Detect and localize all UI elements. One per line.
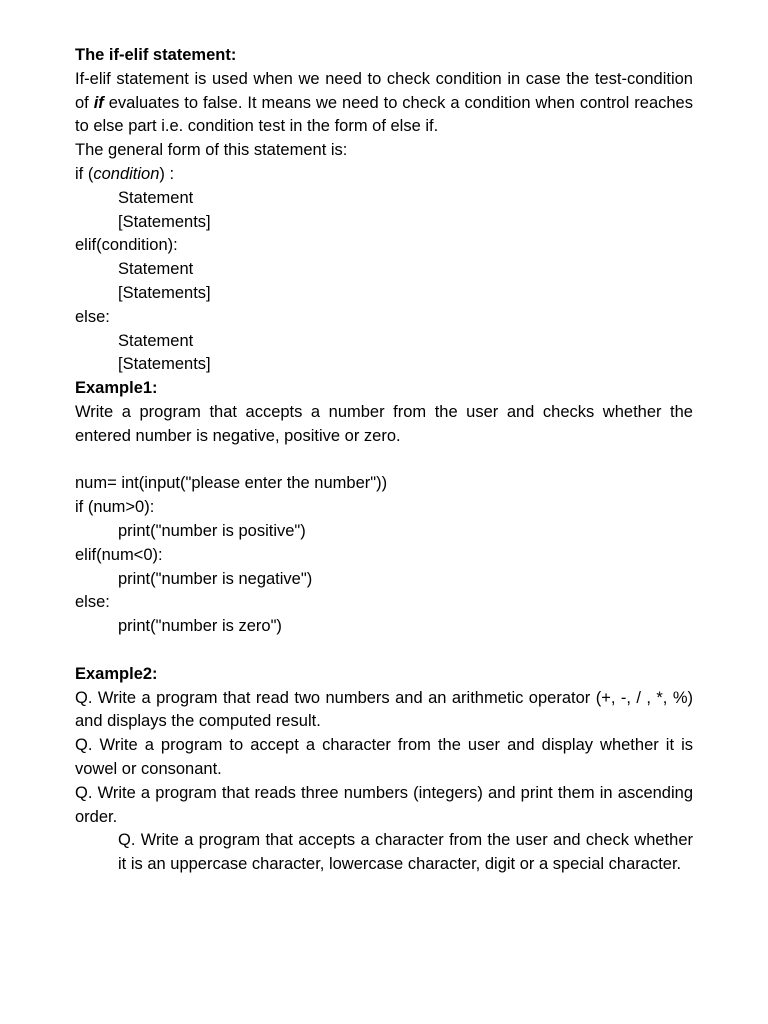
syntax-else-line: else: — [75, 307, 110, 326]
syntax-if-prefix: if ( — [75, 164, 94, 183]
example2-question: Q. Write a program that read two numbers and an arithmetic operator (+, -, / , *, %) and displays the computed result. — [75, 688, 693, 731]
spacer — [75, 639, 693, 663]
syntax-if-condition: condition — [93, 164, 160, 183]
syntax-elif-line: elif(condition): — [75, 236, 178, 255]
code-line: num= int(input("please enter the number")) — [75, 474, 388, 493]
general-form-text: The general form of this statement is: — [75, 141, 348, 160]
syntax-if-suffix: ) : — [159, 164, 175, 183]
syntax-statements: [Statements] — [118, 283, 211, 302]
intro-text-part1: If-elif statement is used when we need to check condition in case the test-condition of — [75, 69, 693, 112]
code-line: print("number is negative") — [118, 569, 313, 588]
syntax-statements: [Statements] — [118, 355, 211, 374]
syntax-if-line — [75, 163, 693, 187]
syntax-statements: [Statements] — [118, 212, 211, 231]
example1-title: Example1: — [75, 379, 158, 398]
spacer — [75, 449, 693, 473]
intro-keyword: if — [93, 93, 104, 112]
example2-title: Example2: — [75, 664, 158, 683]
example1-code-block — [75, 472, 693, 639]
intro-paragraph — [75, 68, 693, 139]
intro-text-part2: evaluates to false. It means we need to check a condition when control reaches to else part i.e. condition test in the form of else if. — [75, 93, 693, 136]
example2-question: Q. Write a program to accept a character from the user and display whether it is vowel or consonant. — [75, 736, 693, 778]
code-line: print("number is positive") — [118, 521, 306, 540]
example2-question: Q. Write a program that accepts a character from the user and check whether it is an uppercase character, lowercase character, digit or a special character. — [118, 831, 693, 874]
syntax-statement: Statement — [118, 260, 194, 279]
code-line: elif(num<0): — [75, 545, 163, 564]
code-line: print("number is zero") — [118, 617, 282, 636]
document-page — [75, 44, 693, 877]
section-heading: The if-elif statement: — [75, 46, 237, 64]
example2-question: Q. Write a program that reads three numbers (integers) and print them in ascending order. — [75, 783, 693, 826]
example1-description: Write a program that accepts a number from the user and checks whether the entered number is negative, positive or zero. — [75, 402, 693, 445]
code-line: if (num>0): — [75, 498, 155, 517]
syntax-statement: Statement — [118, 331, 194, 350]
code-line: else: — [75, 593, 110, 612]
syntax-statement: Statement — [118, 188, 194, 207]
